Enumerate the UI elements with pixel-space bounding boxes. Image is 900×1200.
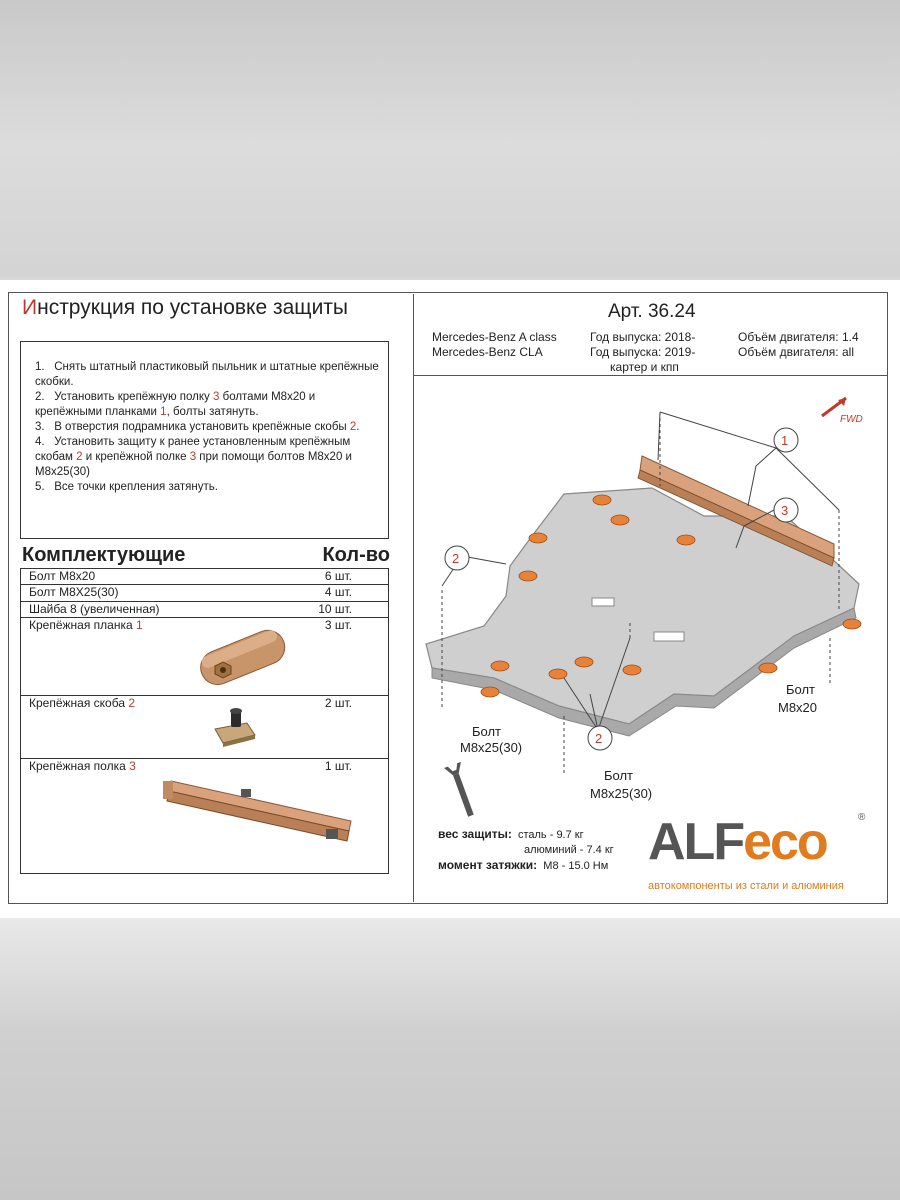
bolt-word-left: Болт [472,724,502,739]
quantity-header: Кол-во [322,544,390,566]
title-rest: нструкция по установке защиты [37,296,349,319]
bolt-word-right: Болт [786,682,816,697]
wrench-icon [444,762,479,819]
fwd-label: FWD [840,414,863,425]
components-header [22,544,390,567]
svg-text:2: 2 [452,551,460,566]
instruction-5: 5. Все точки крепления затянуть. [35,481,218,493]
instruction-4: 4. Установить защиту к ранее установленным крепёжным скобам 2 и крепёжной полке 3 при помощи болтов М8х20 и М8х25(30) [35,436,352,478]
registered-mark: ® [858,812,866,823]
bolt-m8x25-bottom-label: М8х25(30) [590,786,653,801]
mounting-bracket-image [207,701,267,756]
svg-text:3: 3 [781,503,789,518]
table-row: Крепёжная планка 1 3 шт. [21,618,388,696]
components-table [20,568,389,874]
year-2: Год выпуска: 2019- [590,345,696,359]
engine-1: Объём двигателя: 1.4 [738,330,859,344]
plate-slot [592,598,614,606]
table-row: Болт М8х20 6 шт. [21,569,388,585]
svg-text:2: 2 [595,731,603,746]
brand-tagline: автокомпоненты из стали и алюминия [648,880,844,892]
plate-slot [654,632,684,641]
table-row: Болт М8Х25(30) 4 шт. [21,585,388,602]
background-blur-bottom [0,918,900,1200]
article-number: Арт. 36.24 [608,301,696,322]
installation-diagram [414,376,887,826]
components-title: Комплектующие [22,544,186,566]
model-2: Mercedes-Benz CLA [432,345,543,359]
mounting-plate-image [189,618,299,696]
bolt-m8x25-left-label: М8х25(30) [460,740,523,755]
year-1: Год выпуска: 2018- [590,330,696,344]
title-first-letter: И [22,296,38,319]
instruction-title [22,296,348,320]
table-row: Крепёжная полка 3 1 шт. [21,759,388,874]
protects-label: картер и кпп [610,360,679,374]
specifications: вес защиты: сталь - 9.7 кг алюминий - 7.4 кг момент затяжки: М8 - 15.0 Нм [438,827,614,872]
instructions-box [20,341,389,539]
instruction-2: 2. Установить крепёжную полку 3 болтами М8х20 и крепёжными планками 1, болты затянуть. [35,391,316,418]
bolt-m8x20-label: М8х20 [778,700,818,715]
instruction-3: 3. В отверстия подрамника установить крепёжные скобы 2. [35,421,360,433]
model-1: Mercedes-Benz A class [432,330,557,344]
mounting-shelf-image [161,769,361,864]
table-row: Крепёжная скоба 2 2 шт. [21,696,388,759]
svg-text:1: 1 [781,433,789,448]
engine-2: Объём двигателя: all [738,345,854,359]
instruction-1: 1. Снять штатный пластиковый пыльник и штатные крепёжные скобки. [35,361,379,388]
table-row: Шайба 8 (увеличенная) 10 шт. [21,602,388,618]
alfeco-logo: ALFeco [648,813,827,871]
bolt-word-bottom: Болт [604,768,634,783]
